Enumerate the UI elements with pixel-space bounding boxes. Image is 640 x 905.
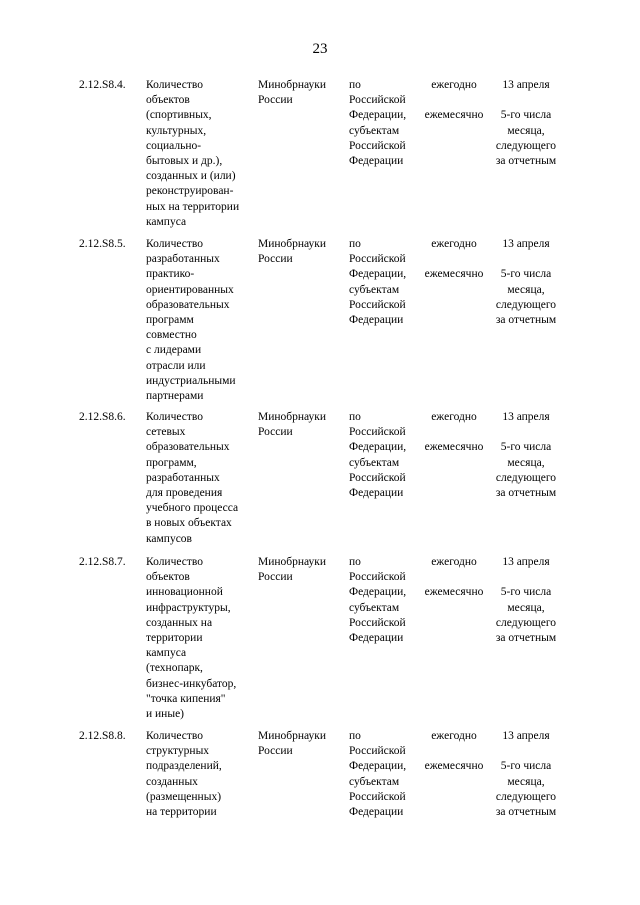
row-scope-line: Российской [349, 426, 406, 439]
row-scope-line: Федерации, [349, 268, 407, 281]
row-deadline-line [492, 744, 560, 759]
row-name [146, 555, 256, 722]
row-organization-line: Минобрнауки [258, 556, 327, 568]
row-deadline-line: месяца, [507, 601, 545, 614]
row-deadline-line: месяца, [507, 775, 545, 788]
row-name-line: образовательных [146, 298, 230, 311]
row-deadline-line: за отчетным [495, 314, 557, 327]
row-scope-line: субъектам [349, 283, 400, 296]
row-scope-line: Российской [349, 745, 406, 758]
row-name [146, 78, 256, 230]
row-deadline [492, 555, 560, 646]
row-name-line: созданных [146, 775, 198, 788]
row-name-line: ных на территории [146, 200, 240, 213]
row-name-line: совместно [146, 329, 197, 342]
row-name-line: ориентированных [146, 283, 234, 296]
row-frequency-line [418, 744, 490, 759]
row-frequency-line: ежемесячно [424, 268, 484, 281]
row-organization [258, 237, 346, 267]
row-name-line: сетевых [146, 426, 186, 439]
row-name-line: практико- [146, 268, 195, 281]
row-name-line: (спортивных, [146, 109, 212, 122]
row-organization-line: России [258, 745, 293, 758]
row-name [146, 729, 256, 820]
row-frequency [418, 555, 490, 601]
row-name-line: бизнес-инкубатор, [146, 677, 237, 690]
row-deadline [492, 78, 560, 169]
row-deadline-line: за отчетным [495, 806, 557, 819]
row-name-line: для проведения [146, 487, 223, 500]
row-frequency-line: ежемесячно [424, 586, 484, 599]
row-code: 2.12.S8.7. [79, 556, 126, 568]
row-name-line: программ [146, 314, 194, 327]
row-code: 2.12.S8.8. [79, 730, 126, 742]
row-deadline-line: следующего [495, 790, 557, 803]
row-frequency [418, 237, 490, 283]
row-scope-line: субъектам [349, 124, 400, 137]
row-organization-line: России [258, 253, 293, 266]
row-organization [258, 555, 346, 585]
row-organization [258, 78, 346, 108]
row-scope-line: Российской [349, 139, 406, 152]
row-name-line: партнерами [146, 390, 204, 403]
row-deadline-line: месяца, [507, 124, 545, 137]
row-scope-line: по [349, 730, 361, 742]
row-name-line: подразделений, [146, 760, 222, 773]
row-scope-line: Федерации [349, 806, 404, 819]
row-frequency [418, 729, 490, 775]
row-organization-line: Минобрнауки [258, 730, 327, 742]
row-scope [349, 78, 415, 169]
row-scope-line: по [349, 79, 361, 91]
row-scope-line: Федерации [349, 487, 404, 500]
row-frequency-line: ежемесячно [424, 441, 484, 454]
row-scope [349, 237, 415, 328]
row-deadline-line: следующего [495, 471, 557, 484]
row-frequency-line: ежемесячно [424, 109, 484, 122]
row-scope-line: Российской [349, 471, 406, 484]
row-deadline-line: 13 апреля [502, 556, 550, 568]
row-deadline-line: 5-го числа [500, 760, 552, 773]
row-scope [349, 555, 415, 646]
row-deadline-line: за отчетным [495, 155, 557, 168]
row-deadline-line: месяца, [507, 456, 545, 469]
row-frequency-line: ежемесячно [424, 760, 484, 773]
row-scope-line: Российской [349, 94, 406, 107]
row-organization-line: России [258, 426, 293, 439]
row-deadline-line: следующего [495, 298, 557, 311]
row-scope-line: Федерации, [349, 760, 407, 773]
row-name-line: социально- [146, 139, 202, 152]
row-name-line: бытовых и др.), [146, 155, 223, 168]
row-deadline-line: следующего [495, 616, 557, 629]
row-name-line: территории [146, 632, 203, 645]
row-deadline [492, 729, 560, 820]
row-code: 2.12.S8.4. [79, 79, 126, 91]
row-code: 2.12.S8.6. [79, 411, 126, 423]
row-deadline [492, 410, 560, 501]
row-organization-line: России [258, 571, 293, 584]
row-name-line: структурных [146, 745, 210, 758]
row-name-line: на территории [146, 806, 217, 819]
row-name-line: инновационной [146, 586, 223, 599]
row-name-line: кампусов [146, 532, 192, 545]
row-frequency-line [418, 425, 490, 440]
row-scope-line: Федерации [349, 155, 404, 168]
row-scope-line: по [349, 411, 361, 423]
row-scope-line: субъектам [349, 456, 400, 469]
row-name-line: объектов [146, 571, 190, 584]
row-scope [349, 410, 415, 501]
row-deadline-line: 5-го числа [500, 441, 552, 454]
row-name-line: Количество [146, 556, 203, 568]
row-deadline-line [492, 93, 560, 108]
row-frequency [418, 410, 490, 456]
row-name-line: объектов [146, 94, 190, 107]
row-deadline-line: 5-го числа [500, 586, 552, 599]
row-frequency-line: ежегодно [431, 79, 477, 91]
row-frequency-line [418, 252, 490, 267]
row-frequency-line: ежегодно [431, 238, 477, 250]
row-name-line: Количество [146, 79, 203, 91]
row-name [146, 237, 256, 404]
row-name-line: (размещенных) [146, 790, 222, 803]
row-organization-line: Минобрнауки [258, 411, 327, 423]
row-name-line: с лидерами [146, 344, 202, 357]
row-deadline-line [492, 252, 560, 267]
row-name-line: культурных, [146, 124, 207, 137]
row-name-line: Количество [146, 238, 203, 250]
row-name-line: отрасли или [146, 359, 206, 372]
row-code: 2.12.S8.5. [79, 238, 126, 250]
row-scope-line: Федерации [349, 314, 404, 327]
row-deadline-line: месяца, [507, 283, 545, 296]
row-name-line: в новых объектах [146, 517, 232, 530]
row-deadline-line: 5-го числа [500, 109, 552, 122]
row-scope-line: Федерации, [349, 586, 407, 599]
row-scope-line: по [349, 556, 361, 568]
row-name-line: созданных и (или) [146, 170, 236, 183]
row-deadline-line: 13 апреля [502, 79, 550, 91]
row-scope-line: Российской [349, 571, 406, 584]
row-frequency [418, 78, 490, 124]
row-scope-line: Федерации [349, 632, 404, 645]
row-deadline-line: за отчетным [495, 632, 557, 645]
row-name-line: Количество [146, 730, 203, 742]
row-name-line: образовательных [146, 441, 230, 454]
row-name-line: программ, [146, 456, 197, 469]
row-scope-line: Российской [349, 253, 406, 266]
row-scope-line: Федерации, [349, 441, 407, 454]
row-name [146, 410, 256, 547]
row-deadline [492, 237, 560, 328]
row-scope-line: Российской [349, 298, 406, 311]
row-organization-line: Минобрнауки [258, 79, 327, 91]
row-deadline-line [492, 570, 560, 585]
row-name-line: кампуса [146, 215, 187, 228]
page-number: 23 [312, 41, 328, 57]
row-frequency-line: ежегодно [431, 556, 477, 568]
row-name-line: индустриальными [146, 374, 236, 387]
row-organization [258, 410, 346, 440]
row-name-line: (технопарк, [146, 662, 203, 675]
row-deadline-line: 13 апреля [502, 730, 550, 742]
row-scope [349, 729, 415, 820]
row-scope-line: Российской [349, 790, 406, 803]
row-deadline-line: 5-го числа [500, 268, 552, 281]
row-deadline-line: 13 апреля [502, 411, 550, 423]
row-scope-line: субъектам [349, 775, 400, 788]
row-frequency-line: ежегодно [431, 730, 477, 742]
row-frequency-line [418, 570, 490, 585]
row-name-line: разработанных [146, 253, 220, 266]
row-name-line: инфраструктуры, [146, 601, 231, 614]
row-frequency-line [418, 93, 490, 108]
row-deadline-line: следующего [495, 139, 557, 152]
row-name-line: Количество [146, 411, 203, 423]
row-name-line: "точка кипения" [146, 692, 226, 705]
row-scope-line: Федерации, [349, 109, 407, 122]
row-deadline-line: за отчетным [495, 487, 557, 500]
row-deadline-line [492, 425, 560, 440]
row-organization-line: Минобрнауки [258, 238, 327, 250]
row-organization-line: России [258, 94, 293, 107]
row-frequency-line: ежегодно [431, 411, 477, 423]
row-name-line: созданных на [146, 616, 213, 629]
row-scope-line: субъектам [349, 601, 400, 614]
row-scope-line: по [349, 238, 361, 250]
row-scope-line: Российской [349, 616, 406, 629]
row-deadline-line: 13 апреля [502, 238, 550, 250]
row-organization [258, 729, 346, 759]
row-name-line: разработанных [146, 471, 220, 484]
row-name-line: реконструирован- [146, 185, 234, 198]
row-name-line: кампуса [146, 647, 187, 660]
row-name-line: учебного процесса [146, 502, 239, 515]
row-name-line: и иные) [146, 708, 184, 721]
